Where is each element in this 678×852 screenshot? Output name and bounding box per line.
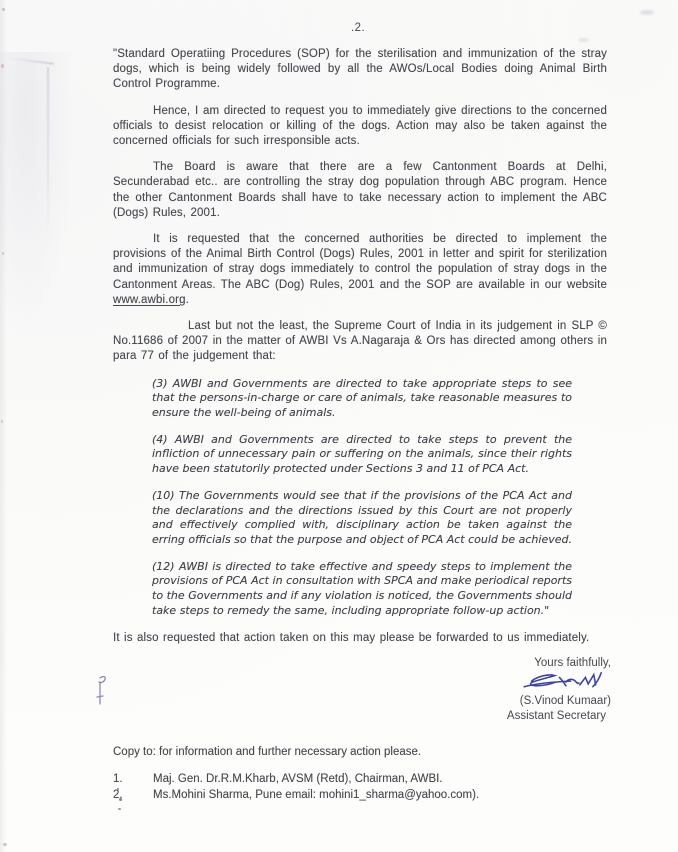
page-number: .2. bbox=[351, 22, 366, 34]
copy-to-item-text: Maj. Gen. Dr.R.M.Kharb, AVSM (Retd), Chairman, AWBI. bbox=[153, 772, 443, 785]
website-link: www.awbi.org bbox=[113, 293, 186, 306]
copy-to-heading: Copy to: for information and further necessary action please. bbox=[113, 745, 422, 758]
judgement-quote-3: (3) AWBI and Governments are directed to take appropriate steps to see that the persons-in-charge or care of animals, take reasonable measures to ensure the well-being of animals. bbox=[152, 376, 572, 420]
judgement-quote-12: (12) AWBI is directed to take effective and speedy steps to implement the provisions of PCA Act in consultation with SPCA and make periodical reports to the Governments and if any violation is noticed, the Governments should take steps to remedy the same, including appropriate follow-up action." bbox=[152, 559, 572, 617]
copy-to-item-text: Ms.Mohini Sharma, Pune email: mohini1_sharma@yahoo.com). bbox=[153, 789, 480, 802]
copy-to-item-number: 2. bbox=[113, 789, 123, 802]
scan-speck bbox=[1, 420, 3, 423]
copy-to-item-number: 1. bbox=[113, 772, 123, 785]
scan-crease-vertical bbox=[47, 67, 49, 242]
letter-body bbox=[113, 47, 611, 804]
paragraph-hence: Hence, I am directed to request you to immediately give directions to the concerned officials to desist relocation or killing of the dogs. Action may also be taken against the concerned officials for such irresponsible acts. bbox=[113, 104, 607, 148]
paragraph-requested bbox=[113, 232, 607, 308]
paragraph-judgement-intro: Last but not the least, the Supreme Court of India in its judgement in SLP © No.11686 of 2007 in the matter of AWBI Vs A.Nagaraja & Ors has directed among others in para 77 of the judgement that: bbox=[113, 320, 607, 363]
signatory-name: (S.Vinod Kumaar) bbox=[519, 694, 611, 707]
paragraph-requested-period: . bbox=[185, 293, 189, 306]
signatory-title: Assistant Secretary bbox=[506, 709, 606, 722]
paragraph-closing: It is also requested that action taken on this may please be forwarded to us immediately. bbox=[113, 631, 590, 644]
signoff-block bbox=[459, 657, 611, 722]
copy-to-item-1 bbox=[113, 771, 607, 788]
scan-speck bbox=[2, 252, 4, 255]
scan-smudge bbox=[640, 10, 654, 15]
copy-to-item-2 bbox=[113, 787, 607, 804]
scan-speck bbox=[1, 64, 4, 68]
judgement-quote-10: (10) The Governments would see that if the provisions of the PCA Act and the declarations and the directions issued by this Court are not properly and effectively complied with, disciplinary action be taken against the erring officials so that the purpose and object of PCA Act could be achieved. bbox=[152, 488, 572, 546]
judgement-quote-4: (4) AWBI and Governments are directed to take steps to prevent the infliction of unnecessary pain or suffering on the animals, since their rights have been statutorily protected under Sections 3 and 11 of PCA Act. bbox=[152, 432, 572, 476]
scan-speck bbox=[2, 8, 5, 11]
paragraph-requested-text: It is requested that the concerned authorities be directed to implement the provisions of the Animal Birth Control (Dogs) Rules, 2001 in letter and spirit for sterilization and immunization of stray dogs immediately to control the population of stray dogs in the Cantonment Areas. The ABC (Dog) Rules, 2001 and the SOP are available in our website bbox=[113, 233, 607, 291]
paragraph-sop: "Standard Operatiing Procedures (SOP) for the sterilisation and immunization of the stray dogs, which is being widely followed by all the AWOs/Local Bodies doing Animal Birth Control Programme. bbox=[113, 48, 607, 91]
pen-mark bbox=[88, 673, 110, 713]
valediction: Yours faithfully, bbox=[534, 656, 611, 669]
scan-haze bbox=[0, 52, 75, 342]
scan-smudge bbox=[578, 38, 589, 42]
signature-scribble bbox=[521, 670, 609, 696]
scan-speck bbox=[3, 843, 7, 846]
paragraph-board: The Board is aware that there are a few Cantonment Boards at Delhi, Secunderabad etc.. are controlling the stray dog population through ABC program. Hence the other Cantonment Boards shall have to take necessary action to implement the ABC (Dogs) Rules, 2001. bbox=[113, 161, 607, 219]
scan-speck bbox=[118, 808, 121, 810]
